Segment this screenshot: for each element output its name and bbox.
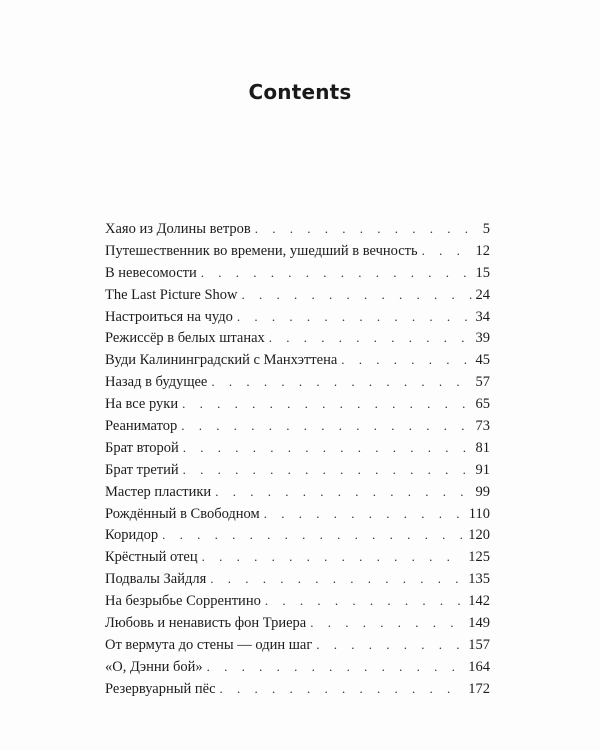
toc-entry-title: «О, Дэнни бой» xyxy=(105,658,203,675)
contents-heading: Contents xyxy=(248,80,352,104)
toc-entry xyxy=(105,593,490,615)
dot-leader xyxy=(269,330,473,346)
toc-entry-title: Подвалы Зайдля xyxy=(105,571,207,588)
dot-leader xyxy=(181,418,472,434)
toc-entry xyxy=(105,440,490,462)
toc-entry-title: Назад в будущее xyxy=(105,374,208,391)
toc-entry-title: Брат третий xyxy=(105,461,179,478)
toc-entry xyxy=(105,309,490,331)
toc-entry-page-number: 57 xyxy=(475,374,490,391)
toc-entry-title: От вермута до стены — один шаг xyxy=(105,636,313,653)
toc-entry-page-number: 110 xyxy=(468,505,490,522)
toc-entry-title: На безрыбье Соррентино xyxy=(105,593,261,610)
toc-entry-page-number: 5 xyxy=(482,221,490,237)
toc-entry-title: Вуди Калининградский с Манхэттена xyxy=(105,352,338,369)
toc-entry-page-number: 120 xyxy=(468,527,490,544)
toc-entry-page-number: 81 xyxy=(475,439,490,456)
dot-leader xyxy=(182,396,472,412)
toc-entry-title: Любовь и ненависть фон Триера xyxy=(105,615,307,632)
toc-entry xyxy=(105,615,490,637)
toc-entry-page-number: 39 xyxy=(475,330,490,347)
toc-entry xyxy=(105,571,490,593)
toc-entry-page-number: 65 xyxy=(475,396,490,413)
toc-entry-page-number: 142 xyxy=(468,593,490,610)
dot-leader xyxy=(255,221,480,237)
toc-entry-page-number: 149 xyxy=(468,615,490,632)
toc-entry xyxy=(105,506,490,528)
toc-entry xyxy=(105,418,490,440)
toc-entry-title: Реаниматор xyxy=(105,418,178,435)
toc-entry-page-number: 164 xyxy=(468,658,490,675)
toc-entry-title: Настроиться на чудо xyxy=(105,308,233,325)
toc-entry-page-number: 91 xyxy=(475,461,490,478)
toc-entry-title: The Last Picture Show xyxy=(105,286,238,303)
toc-entry xyxy=(105,462,490,484)
toc-entry xyxy=(105,527,490,549)
toc-entry xyxy=(105,637,490,659)
dot-leader xyxy=(202,549,466,565)
dot-leader xyxy=(341,352,472,368)
toc-entry xyxy=(105,243,490,265)
toc-entry xyxy=(105,549,490,571)
dot-leader xyxy=(264,506,466,522)
dot-leader xyxy=(310,615,465,631)
toc-entry xyxy=(105,659,490,681)
dot-leader xyxy=(201,265,473,281)
dot-leader xyxy=(220,681,466,697)
toc-entry xyxy=(105,330,490,352)
toc-entry xyxy=(105,396,490,418)
toc-entry-title: Рождённый в Свободном xyxy=(105,505,260,522)
dot-leader xyxy=(237,309,473,325)
dot-leader xyxy=(242,287,473,303)
toc-entry xyxy=(105,484,490,506)
dot-leader xyxy=(215,484,472,500)
toc-entry-page-number: 45 xyxy=(475,352,490,369)
toc-entry xyxy=(105,352,490,374)
toc-entry-title: Резервуарный пёс xyxy=(105,680,216,697)
toc-entry-title: Крёстный отец xyxy=(105,549,198,566)
dot-leader xyxy=(422,243,473,259)
toc-entry-title: Режиссёр в белых штанах xyxy=(105,330,265,347)
toc-entry-page-number: 99 xyxy=(475,483,490,500)
toc-entry xyxy=(105,374,490,396)
toc-entry xyxy=(105,221,490,243)
dot-leader xyxy=(183,440,473,456)
dot-leader xyxy=(265,593,465,609)
toc-entry xyxy=(105,681,490,703)
toc-entry-page-number: 157 xyxy=(468,636,490,653)
dot-leader xyxy=(162,527,465,543)
toc-entry xyxy=(105,265,490,287)
toc-entry-page-number: 12 xyxy=(475,242,490,259)
toc-entry-page-number: 34 xyxy=(475,308,490,325)
toc-entry-page-number: 125 xyxy=(468,549,490,566)
dot-leader xyxy=(316,637,465,653)
dot-leader xyxy=(210,571,465,587)
toc-entry-page-number: 24 xyxy=(475,286,490,303)
toc-entry-title: Хаяо из Долины ветров xyxy=(105,221,251,237)
toc-entry-page-number: 172 xyxy=(468,680,490,697)
toc-entry-page-number: 135 xyxy=(468,571,490,588)
toc-entry-page-number: 73 xyxy=(475,418,490,435)
toc-entry-title: Коридор xyxy=(105,527,159,544)
dot-leader xyxy=(207,659,466,675)
toc-entry xyxy=(105,287,490,309)
toc-entry-title: Брат второй xyxy=(105,439,179,456)
toc-entry-title: В невесомости xyxy=(105,264,197,281)
dot-leader xyxy=(211,374,472,390)
toc-entry-title: Мастер пластики xyxy=(105,483,212,500)
toc-entry-title: На все руки xyxy=(105,396,179,413)
toc-entry-title: Путешественник во времени, ушедший в вечность xyxy=(105,242,418,259)
dot-leader xyxy=(183,462,473,478)
toc-entry-page-number: 15 xyxy=(475,264,490,281)
table-of-contents xyxy=(105,221,490,703)
